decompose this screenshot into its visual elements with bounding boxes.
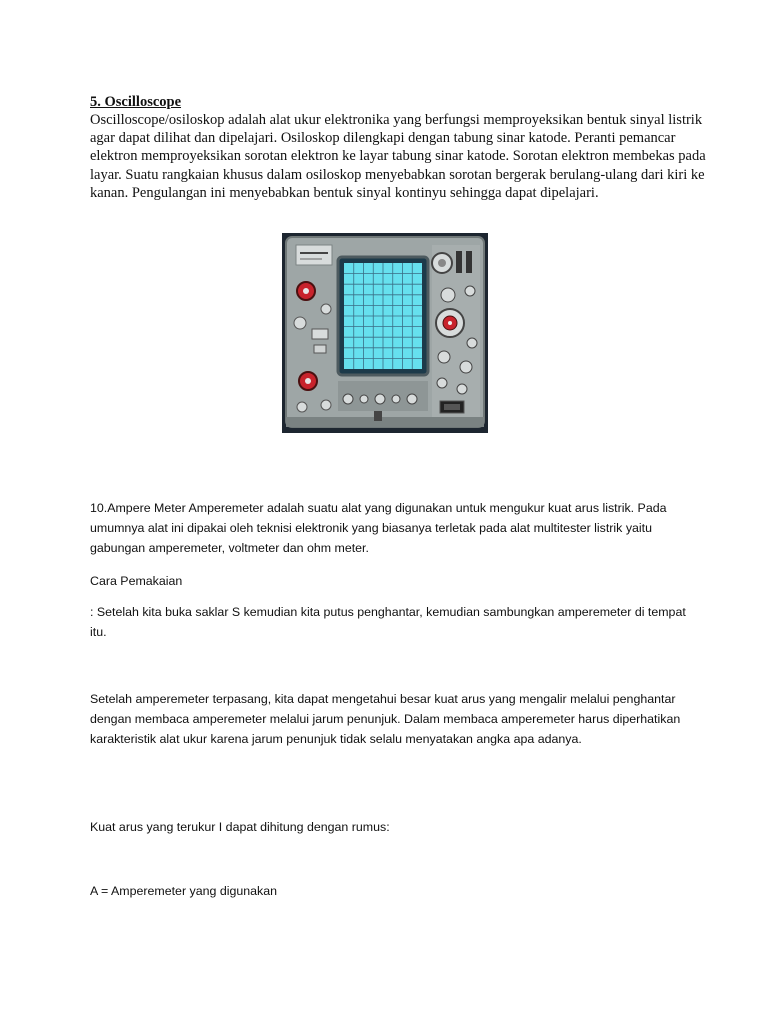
oscilloscope-photo (282, 233, 488, 433)
oscilloscope-illustration (282, 233, 488, 433)
paragraph-reading-amperemeter: Setelah amperemeter terpasang, kita dapat mengetahui besar kuat arus yang mengalir melalui penghantar dengan membaca amperemeter melalui jarum penunjuk. Dalam membaca amperemeter harus diperhatikan karakteristik alat ukur karena jarum penunjuk tidak selalu menyatakan angka apa adanya. (90, 692, 681, 746)
usage-step: : Setelah kita buka saklar S kemudian kita putus penghantar, kemudian sambungkan amperemeter di tempat itu. (90, 605, 686, 639)
section-heading-oscilloscope: 5. Oscilloscope (90, 94, 182, 110)
formula-intro: Kuat arus yang terukur I dapat dihitung dengan rumus: (90, 820, 390, 834)
paragraph-ampere-meter: 10.Ampere Meter Amperemeter adalah suatu alat yang digunakan untuk mengukur kuat arus listrik. Pada umumnya alat ini dipakai oleh teknisi elektronik yang biasanya terletak pada alat multitester listrik yaitu gabungan amperemeter, voltmeter dan ohm meter. (90, 501, 667, 555)
paragraph-oscilloscope: Oscilloscope/osiloskop adalah alat ukur elektronika yang berfungsi memproyeksikan bentuk sinyal listrik agar dapat dilihat dan dipelajari. Osiloskop dilengkapi dengan tabung sinar katode. Peranti pemancar elektron memproyeksikan sorotan elektron ke layar tabung sinar katode. Sorotan elektron membekas pada layar. Suatu rangkaian khusus dalam osiloskop menyebabkan sorotan bergerak berulang-ulang dari kiri ke kanan. Pengulangan ini menyebabkan bentuk sinyal kontinyu sehingga dapat dipelajari. (90, 112, 706, 201)
usage-heading: Cara Pemakaian (90, 574, 183, 588)
definition-a: A = Amperemeter yang digunakan (90, 884, 278, 898)
